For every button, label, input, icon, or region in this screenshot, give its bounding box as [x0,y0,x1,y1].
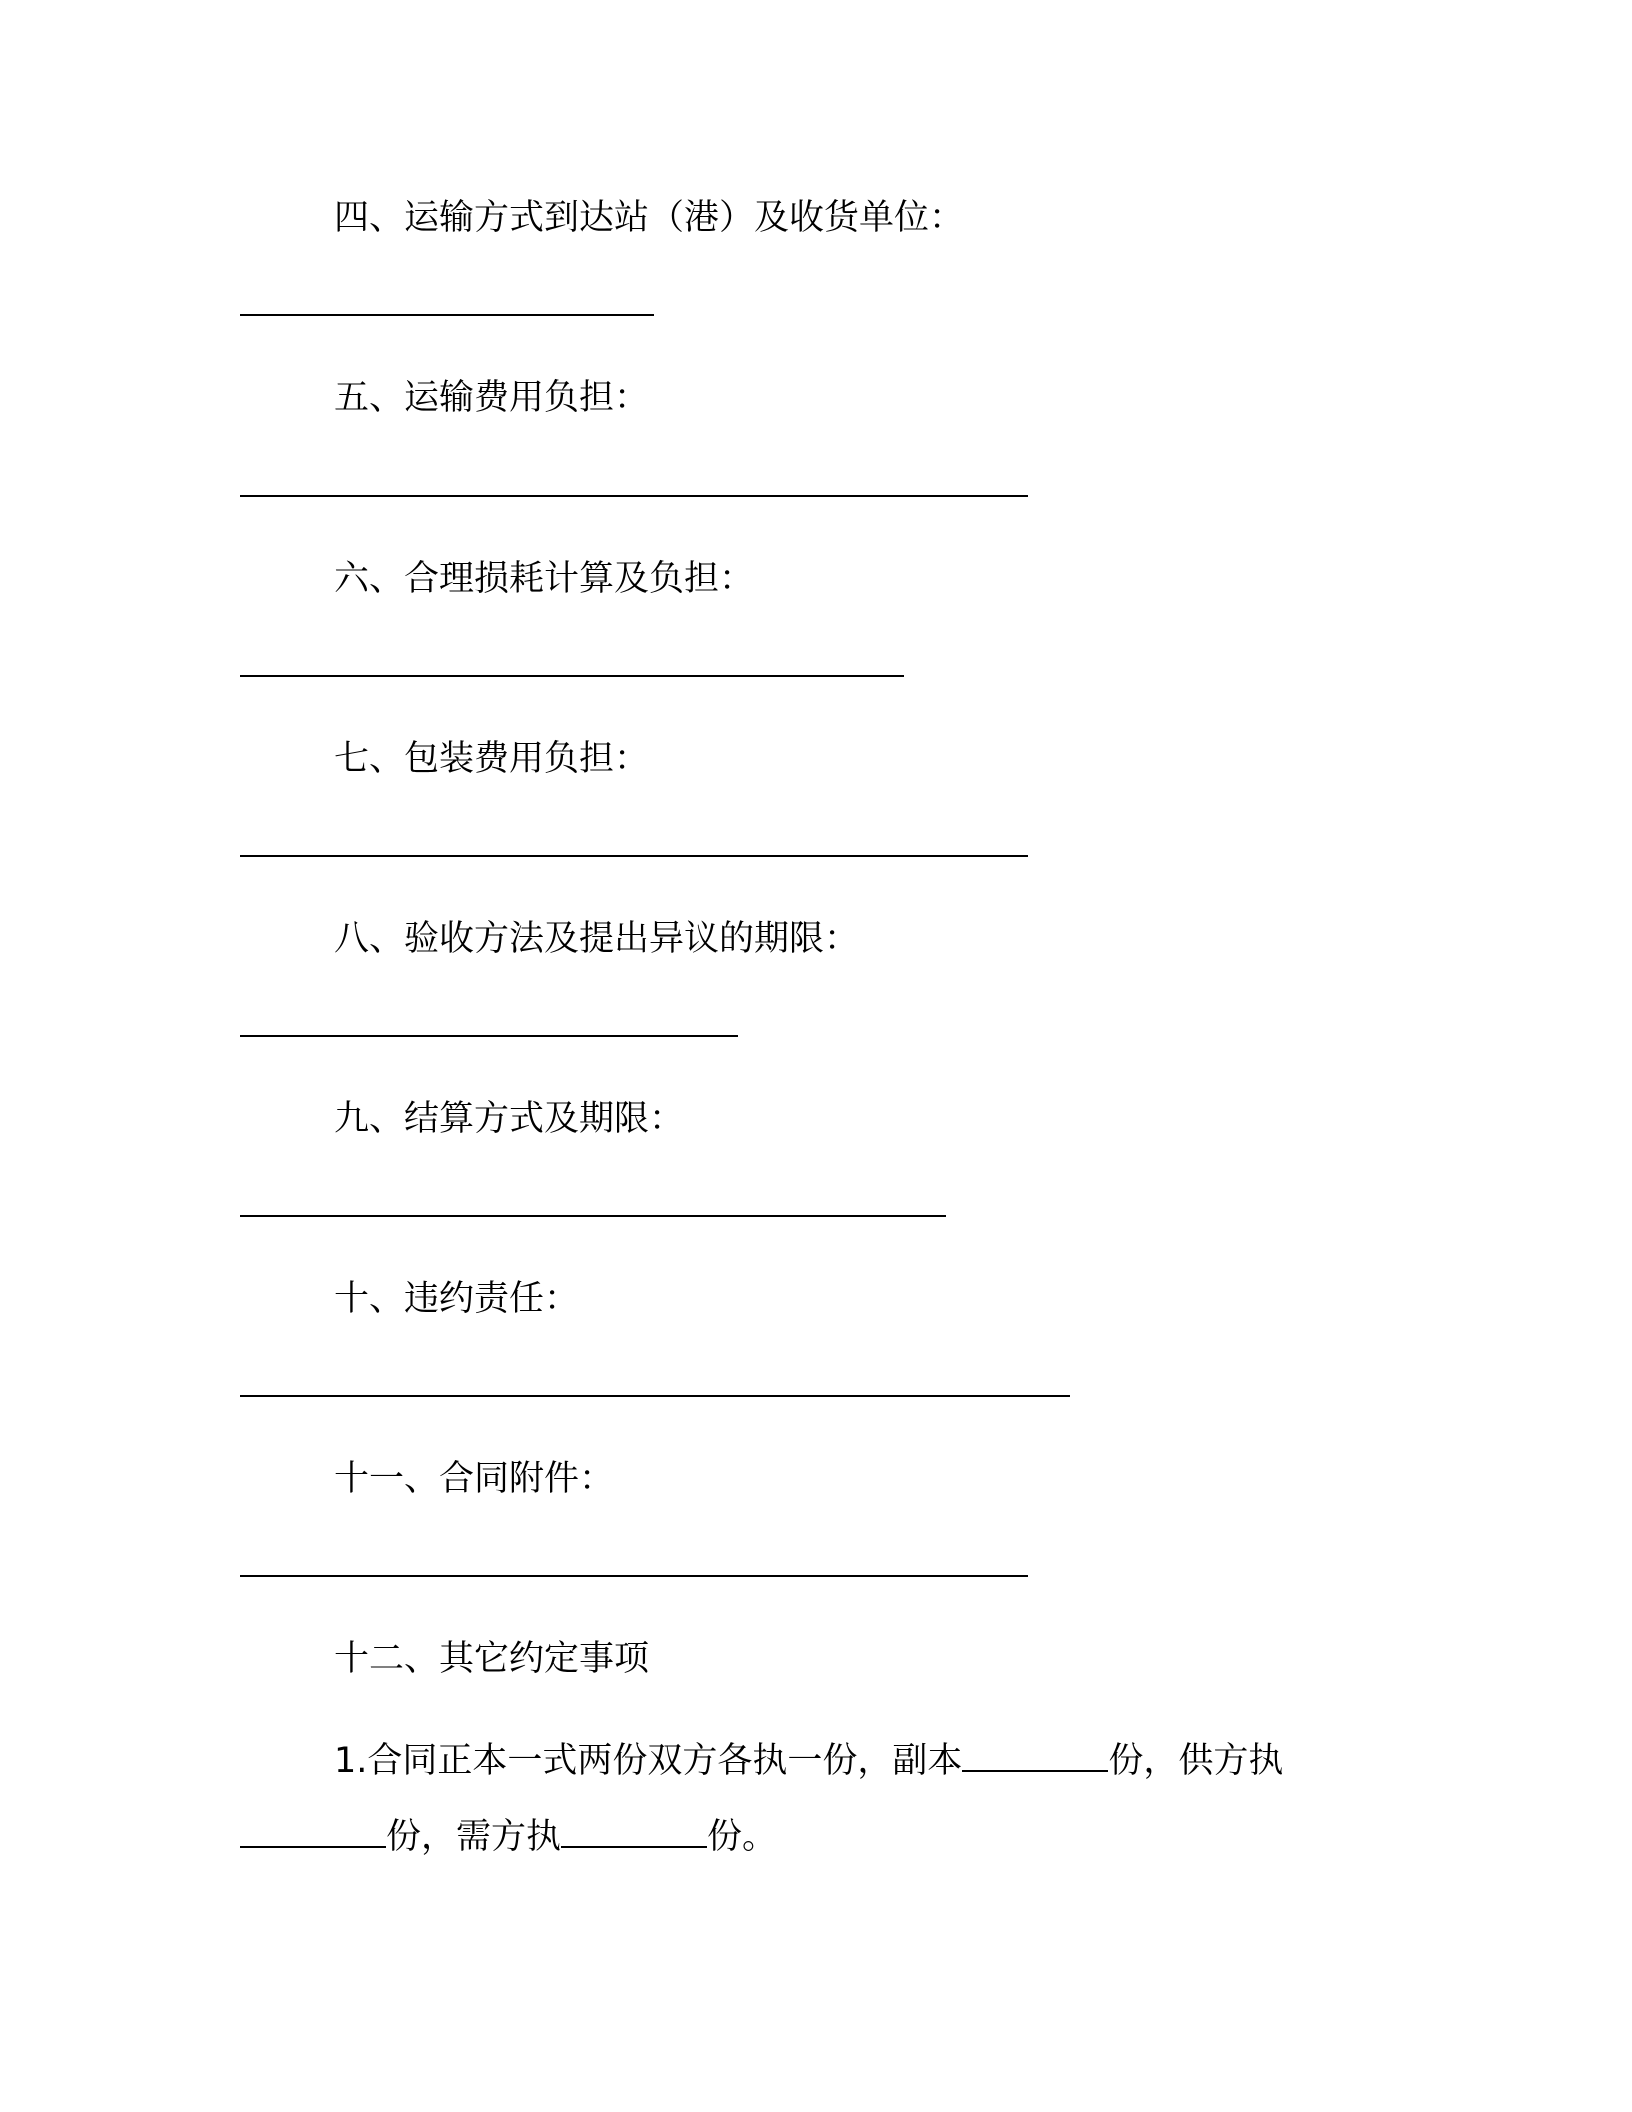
section-12-heading: 十二、其它约定事项 [334,1639,650,1679]
section-5-blank-line[interactable] [240,495,1028,497]
clause-1-line-1 [334,1739,1283,1783]
clause-1-text-d: 份。 [707,1817,778,1857]
section-11-heading: 十一、合同附件： [334,1459,615,1499]
section-10-heading: 十、违约责任： [334,1279,580,1319]
section-10-blank-line[interactable] [240,1395,1070,1397]
section-7-heading: 七、包装费用负担： [334,739,650,779]
section-8-blank-line[interactable] [240,1035,738,1037]
section-9-heading: 九、结算方式及期限： [334,1099,685,1139]
section-4-heading: 四、运输方式到达站（港）及收货单位： [334,198,965,238]
clause-1-text-c: 份，需方执 [386,1817,562,1857]
buyer-copies-blank[interactable] [561,1816,707,1848]
section-6-blank-line[interactable] [240,675,904,677]
clause-1-text-b: 份，供方执 [1108,1741,1284,1781]
section-8-heading: 八、验收方法及提出异议的期限： [334,919,860,959]
section-11-blank-line[interactable] [240,1575,1028,1577]
clause-1-text-a: 1.合同正本一式两份双方各执一份，副本 [334,1741,963,1781]
clause-1-line-2 [240,1815,777,1859]
section-4-blank-line[interactable] [240,314,654,316]
section-9-blank-line[interactable] [240,1215,946,1217]
section-6-heading: 六、合理损耗计算及负担： [334,559,755,599]
section-5-heading: 五、运输费用负担： [334,378,650,418]
copies-count-blank[interactable] [962,1740,1108,1772]
section-7-blank-line[interactable] [240,855,1028,857]
supplier-copies-blank[interactable] [240,1816,386,1848]
